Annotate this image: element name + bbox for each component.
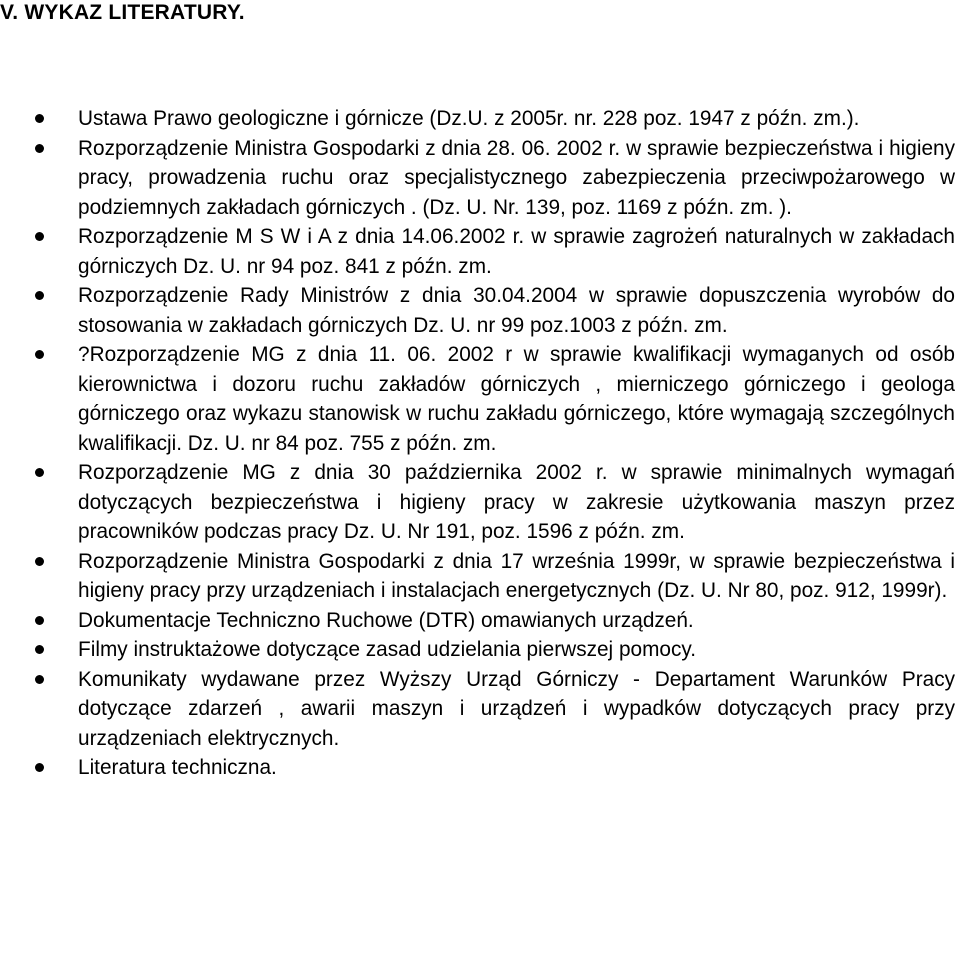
bullet-icon [35,232,44,241]
bibliography-item [0,753,960,783]
bullet-icon [35,557,44,566]
bullet-icon [35,616,44,625]
bullet-icon [35,675,44,684]
bibliography-item-text: Rozporządzenie MG z dnia 30 października 2002 r. w sprawie minimalnych wymagań dotyczących bezpieczeństwa i higieny pracy w zakresie użytkowania maszyn przez pracowników podczas pracy Dz. U. Nr 191, poz. 1596 z późn. zm. [78,461,955,543]
bibliography-list [0,104,960,783]
bullet-icon [35,645,44,654]
bibliography-item-text: Rozporządzenie M S W i A z dnia 14.06.2002 r. w sprawie zagrożeń naturalnych w zakładach górniczych Dz. U. nr 94 poz. 841 z późn. zm. [78,225,955,278]
bibliography-item-text: Dokumentacje Techniczno Ruchowe (DTR) omawianych urządzeń. [78,608,694,632]
bibliography-item [0,134,960,223]
bibliography-item [0,104,960,134]
bibliography-item [0,606,960,636]
bullet-icon [35,468,44,477]
bibliography-item [0,340,960,458]
bullet-icon [35,291,44,300]
bibliography-item [0,458,960,547]
page-title: V. WYKAZ LITERATURY. [0,1,245,24]
bibliography-item-text: ?Rozporządzenie MG z dnia 11. 06. 2002 r w sprawie kwalifikacji wymaganych od osób kierownictwa i dozoru ruchu zakładów górniczych , mierniczego górniczego i geologa górniczego oraz wykazu stanowisk w ruchu zakładu górniczego, które wymagają szczególnych kwalifikacji. Dz. U. nr 84 poz. 755 z późn. zm. [78,343,955,455]
bibliography-item [0,222,960,281]
bullet-icon [35,350,44,359]
bibliography-item-text: Filmy instruktażowe dotyczące zasad udzielania pierwszej pomocy. [78,638,697,661]
bibliography-item-text: Ustawa Prawo geologiczne i górnicze (Dz.U. z 2005r. nr. 228 poz. 1947 z późn. zm.). [78,107,860,130]
bibliography-item-text: Literatura techniczna. [78,756,277,779]
bibliography-item-text: Rozporządzenie Ministra Gospodarki z dnia 17 września 1999r, w sprawie bezpieczeństwa i higieny pracy przy urządzeniach i instalacjach energetycznych (Dz. U. Nr 80, poz. 912, 1999r). [78,549,955,602]
bullet-icon [35,763,44,772]
bibliography-item-text: Komunikaty wydawane przez Wyższy Urząd Górniczy - Departament Warunków Pracy dotyczące zdarzeń , awarii maszyn i urządzeń i wypadków dotyczących pracy przy urządzeniach elektrycznych. [78,667,955,750]
bullet-icon [35,144,44,153]
bibliography-item [0,665,960,754]
bibliography-item-text: Rozporządzenie Ministra Gospodarki z dnia 28. 06. 2002 r. w sprawie bezpieczeństwa i higieny pracy, prowadzenia ruchu oraz specjalistycznego zabezpieczenia przeciwpożarowego w podziemnych zakładach górniczych . (Dz. U. Nr. 139, poz. 1169 z późn. zm. ). [78,136,955,219]
bullet-icon [35,114,44,123]
bibliography-item-text: Rozporządzenie Rady Ministrów z dnia 30.04.2004 w sprawie dopuszczenia wyrobów do stosowania w zakładach górniczych Dz. U. nr 99 poz.1003 z późn. zm. [78,284,955,337]
bibliography-item [0,281,960,340]
bibliography-item [0,635,960,665]
bibliography-item [0,547,960,606]
